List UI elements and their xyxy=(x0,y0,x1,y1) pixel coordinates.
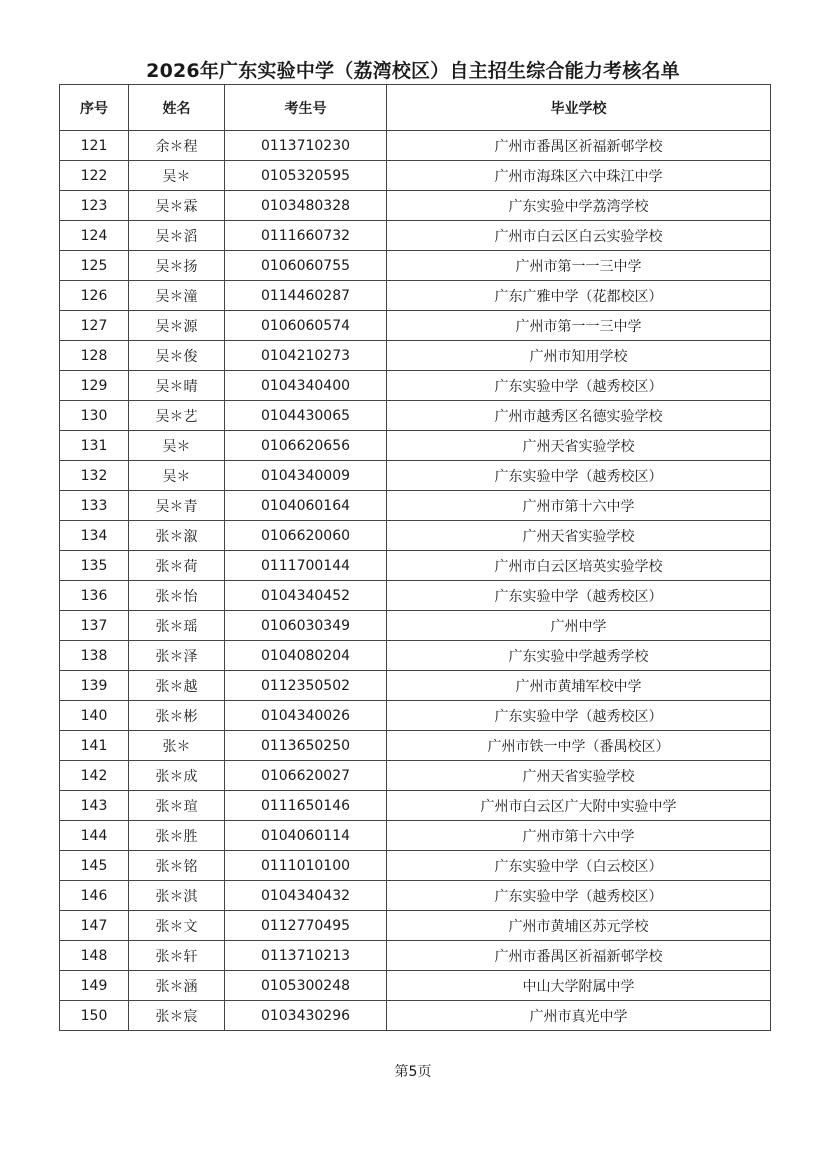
cell-seq: 125 xyxy=(60,251,129,281)
table-row xyxy=(60,311,771,341)
cell-school: 广州市真光中学 xyxy=(387,1001,771,1031)
cell-school: 广东实验中学荔湾学校 xyxy=(387,191,771,221)
candidate-table xyxy=(59,84,771,1031)
cell-exam-id: 0104060164 xyxy=(225,491,387,521)
cell-name: 吴＊晴 xyxy=(129,371,225,401)
cell-exam-id: 0104080204 xyxy=(225,641,387,671)
cell-seq: 126 xyxy=(60,281,129,311)
cell-exam-id: 0106620656 xyxy=(225,431,387,461)
cell-name: 张＊瑶 xyxy=(129,611,225,641)
header-school: 毕业学校 xyxy=(387,85,771,131)
cell-exam-id: 0104430065 xyxy=(225,401,387,431)
cell-exam-id: 0104060114 xyxy=(225,821,387,851)
cell-school: 广州天省实验学校 xyxy=(387,521,771,551)
cell-name: 张＊彬 xyxy=(129,701,225,731)
cell-name: 张＊泽 xyxy=(129,641,225,671)
cell-seq: 137 xyxy=(60,611,129,641)
cell-name: 吴＊ xyxy=(129,431,225,461)
cell-name: 张＊溆 xyxy=(129,521,225,551)
cell-exam-id: 0112350502 xyxy=(225,671,387,701)
header-name: 姓名 xyxy=(129,85,225,131)
cell-name: 吴＊潼 xyxy=(129,281,225,311)
cell-name: 张＊宸 xyxy=(129,1001,225,1031)
cell-seq: 145 xyxy=(60,851,129,881)
table-row xyxy=(60,221,771,251)
cell-school: 广东实验中学（越秀校区） xyxy=(387,461,771,491)
table-row xyxy=(60,641,771,671)
cell-exam-id: 0104210273 xyxy=(225,341,387,371)
cell-seq: 122 xyxy=(60,161,129,191)
cell-school: 广东实验中学（越秀校区） xyxy=(387,881,771,911)
cell-exam-id: 0104340452 xyxy=(225,581,387,611)
cell-school: 广州天省实验学校 xyxy=(387,431,771,461)
cell-exam-id: 0104340432 xyxy=(225,881,387,911)
table-row xyxy=(60,671,771,701)
cell-school: 广东实验中学越秀学校 xyxy=(387,641,771,671)
header-exam-id: 考生号 xyxy=(225,85,387,131)
cell-name: 张＊文 xyxy=(129,911,225,941)
table-row xyxy=(60,551,771,581)
cell-name: 张＊瑄 xyxy=(129,791,225,821)
cell-name: 张＊荷 xyxy=(129,551,225,581)
table-row xyxy=(60,851,771,881)
cell-school: 广州市知用学校 xyxy=(387,341,771,371)
cell-school: 广州市黄埔区苏元学校 xyxy=(387,911,771,941)
cell-seq: 131 xyxy=(60,431,129,461)
cell-school: 广东实验中学（越秀校区） xyxy=(387,701,771,731)
cell-seq: 146 xyxy=(60,881,129,911)
cell-seq: 134 xyxy=(60,521,129,551)
table-row xyxy=(60,431,771,461)
cell-school: 广州市白云区广大附中实验中学 xyxy=(387,791,771,821)
cell-exam-id: 0111660732 xyxy=(225,221,387,251)
table-row xyxy=(60,881,771,911)
header-row xyxy=(60,85,771,131)
cell-exam-id: 0106620060 xyxy=(225,521,387,551)
cell-exam-id: 0111010100 xyxy=(225,851,387,881)
cell-seq: 144 xyxy=(60,821,129,851)
cell-school: 广州市第一一三中学 xyxy=(387,311,771,341)
cell-exam-id: 0113710213 xyxy=(225,941,387,971)
table-row xyxy=(60,191,771,221)
cell-name: 张＊铭 xyxy=(129,851,225,881)
table-row xyxy=(60,941,771,971)
cell-seq: 150 xyxy=(60,1001,129,1031)
cell-exam-id: 0113710230 xyxy=(225,131,387,161)
table-row xyxy=(60,611,771,641)
cell-exam-id: 0103480328 xyxy=(225,191,387,221)
cell-name: 吴＊滔 xyxy=(129,221,225,251)
header-seq: 序号 xyxy=(60,85,129,131)
cell-name: 张＊怡 xyxy=(129,581,225,611)
cell-exam-id: 0104340026 xyxy=(225,701,387,731)
cell-exam-id: 0105300248 xyxy=(225,971,387,1001)
table-row xyxy=(60,461,771,491)
cell-school: 广东实验中学（越秀校区） xyxy=(387,371,771,401)
cell-name: 吴＊ xyxy=(129,461,225,491)
cell-seq: 135 xyxy=(60,551,129,581)
table-row xyxy=(60,491,771,521)
cell-seq: 133 xyxy=(60,491,129,521)
cell-school: 广东实验中学（越秀校区） xyxy=(387,581,771,611)
cell-name: 吴＊源 xyxy=(129,311,225,341)
cell-name: 张＊越 xyxy=(129,671,225,701)
cell-seq: 121 xyxy=(60,131,129,161)
cell-school: 广州市铁一中学（番禺校区） xyxy=(387,731,771,761)
table-row xyxy=(60,341,771,371)
cell-school: 广州市番禺区祈福新邨学校 xyxy=(387,131,771,161)
table-body xyxy=(60,131,771,1031)
cell-school: 广州天省实验学校 xyxy=(387,761,771,791)
cell-exam-id: 0106620027 xyxy=(225,761,387,791)
table-row xyxy=(60,161,771,191)
table-row xyxy=(60,581,771,611)
cell-seq: 139 xyxy=(60,671,129,701)
cell-name: 吴＊霖 xyxy=(129,191,225,221)
table-row xyxy=(60,821,771,851)
cell-name: 吴＊青 xyxy=(129,491,225,521)
cell-school: 广东实验中学（白云校区） xyxy=(387,851,771,881)
table-row xyxy=(60,251,771,281)
cell-name: 张＊轩 xyxy=(129,941,225,971)
cell-exam-id: 0106030349 xyxy=(225,611,387,641)
cell-school: 广州市越秀区名德实验学校 xyxy=(387,401,771,431)
table-row xyxy=(60,371,771,401)
cell-name: 吴＊艺 xyxy=(129,401,225,431)
table-row xyxy=(60,131,771,161)
cell-exam-id: 0114460287 xyxy=(225,281,387,311)
table-row xyxy=(60,401,771,431)
table-row xyxy=(60,971,771,1001)
cell-name: 张＊胜 xyxy=(129,821,225,851)
cell-school: 中山大学附属中学 xyxy=(387,971,771,1001)
cell-exam-id: 0104340400 xyxy=(225,371,387,401)
cell-seq: 128 xyxy=(60,341,129,371)
cell-school: 广州市第十六中学 xyxy=(387,821,771,851)
cell-school: 广东广雅中学（花都校区） xyxy=(387,281,771,311)
cell-school: 广州市黄埔军校中学 xyxy=(387,671,771,701)
cell-exam-id: 0113650250 xyxy=(225,731,387,761)
cell-exam-id: 0105320595 xyxy=(225,161,387,191)
cell-exam-id: 0103430296 xyxy=(225,1001,387,1031)
cell-exam-id: 0111700144 xyxy=(225,551,387,581)
cell-seq: 148 xyxy=(60,941,129,971)
table-row xyxy=(60,731,771,761)
cell-school: 广州市第十六中学 xyxy=(387,491,771,521)
cell-name: 张＊成 xyxy=(129,761,225,791)
table-header xyxy=(60,85,771,131)
cell-school: 广州市白云区白云实验学校 xyxy=(387,221,771,251)
cell-seq: 142 xyxy=(60,761,129,791)
cell-seq: 123 xyxy=(60,191,129,221)
cell-school: 广州中学 xyxy=(387,611,771,641)
document-title: 2026年广东实验中学（荔湾校区）自主招生综合能力考核名单 xyxy=(146,60,680,82)
cell-name: 余＊程 xyxy=(129,131,225,161)
table-row xyxy=(60,761,771,791)
cell-name: 吴＊ xyxy=(129,161,225,191)
cell-exam-id: 0106060574 xyxy=(225,311,387,341)
cell-name: 张＊涵 xyxy=(129,971,225,1001)
cell-exam-id: 0106060755 xyxy=(225,251,387,281)
cell-seq: 130 xyxy=(60,401,129,431)
cell-exam-id: 0112770495 xyxy=(225,911,387,941)
cell-school: 广州市海珠区六中珠江中学 xyxy=(387,161,771,191)
cell-exam-id: 0111650146 xyxy=(225,791,387,821)
table-row xyxy=(60,701,771,731)
cell-seq: 141 xyxy=(60,731,129,761)
page-number: 第5页 xyxy=(394,1064,432,1080)
cell-name: 吴＊俊 xyxy=(129,341,225,371)
cell-seq: 136 xyxy=(60,581,129,611)
table-row xyxy=(60,281,771,311)
cell-seq: 124 xyxy=(60,221,129,251)
table-row xyxy=(60,1001,771,1031)
cell-school: 广州市第一一三中学 xyxy=(387,251,771,281)
cell-seq: 140 xyxy=(60,701,129,731)
cell-exam-id: 0104340009 xyxy=(225,461,387,491)
cell-seq: 149 xyxy=(60,971,129,1001)
cell-name: 张＊ xyxy=(129,731,225,761)
cell-seq: 143 xyxy=(60,791,129,821)
cell-name: 吴＊扬 xyxy=(129,251,225,281)
cell-name: 张＊淇 xyxy=(129,881,225,911)
cell-seq: 129 xyxy=(60,371,129,401)
cell-seq: 127 xyxy=(60,311,129,341)
cell-school: 广州市白云区培英实验学校 xyxy=(387,551,771,581)
table-row xyxy=(60,791,771,821)
cell-seq: 147 xyxy=(60,911,129,941)
cell-school: 广州市番禺区祈福新邨学校 xyxy=(387,941,771,971)
cell-seq: 132 xyxy=(60,461,129,491)
table-row xyxy=(60,911,771,941)
cell-seq: 138 xyxy=(60,641,129,671)
table-row xyxy=(60,521,771,551)
